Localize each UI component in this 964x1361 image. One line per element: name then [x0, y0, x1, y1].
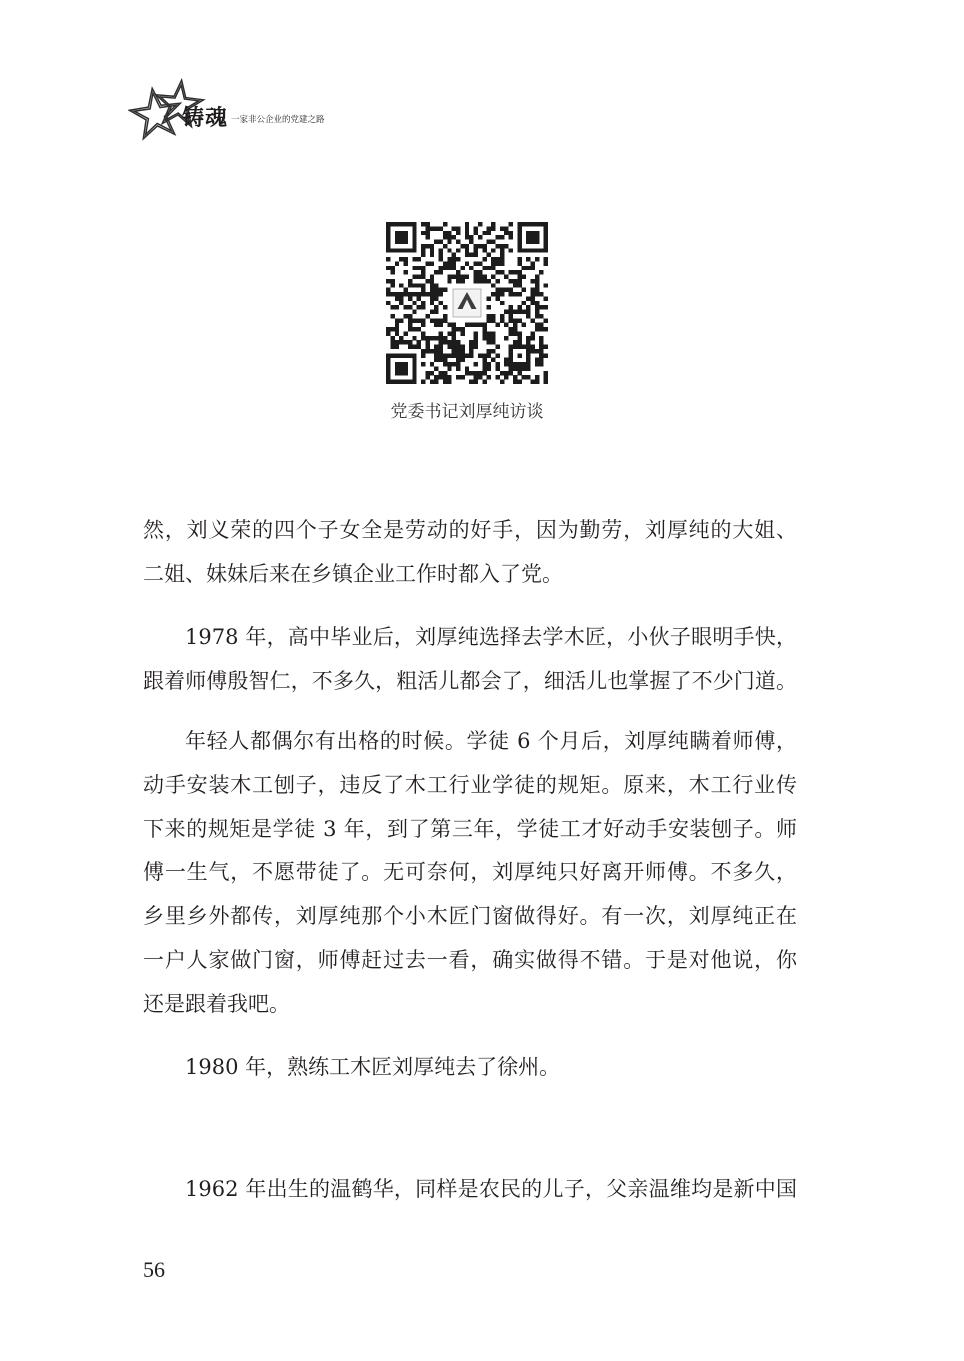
- page-number: 56: [143, 1257, 165, 1282]
- text-line: 1978 年，高中毕业后，刘厚纯选择去学木匠，小伙子眼明手快，: [185, 625, 797, 649]
- text-line: 1962 年出生的温鹤华，同样是农民的儿子，父亲温维均是新中国: [185, 1177, 797, 1201]
- paragraph: [143, 615, 797, 703]
- text-line: 二姐、妹妹后来在乡镇企业工作时都入了党。: [143, 562, 563, 586]
- text-line: 动手安装木工刨子，违反了木工行业学徒的规矩。原来，木工行业传: [143, 772, 797, 797]
- paragraph: [143, 508, 797, 596]
- text-line: 然，刘义荣的四个子女全是劳动的好手，因为勤劳，刘厚纯的大姐、: [143, 518, 797, 542]
- book-title: 铸魂: [182, 106, 229, 131]
- paragraph: [143, 1167, 797, 1211]
- text-line: 乡里乡外都传，刘厚纯那个小木匠门窗做得好。有一次，刘厚纯正在: [143, 904, 797, 929]
- text-line: 傅一生气，不愿带徒了。无可奈何，刘厚纯只好离开师傅。不多久，: [143, 860, 797, 885]
- book-subtitle: 一家非公企业的党建之路: [231, 115, 325, 125]
- text-line: 下来的规矩是学徒 3 年，到了第三年，学徒工才好动手安装刨子。师: [143, 816, 797, 841]
- paragraph: [143, 720, 797, 1027]
- qr-caption: 党委书记刘厚纯访谈: [390, 402, 544, 422]
- qr-code-icon: [386, 222, 548, 384]
- text-line: 还是跟着我吧。: [143, 991, 290, 1016]
- text-line: 跟着师傅殷智仁，不多久，粗活儿都会了，细活儿也掌握了不少门道。: [143, 669, 797, 693]
- text-line: 1980 年，熟练工木匠刘厚纯去了徐州。: [185, 1055, 561, 1079]
- text-line: 一户人家做门窗，师傅赶过去一看，确实做得不错。于是对他说，你: [143, 947, 797, 972]
- text-line: 年轻人都偶尔有出格的时候。学徒 6 个月后，刘厚纯瞒着师傅，: [185, 729, 797, 753]
- paragraph: [143, 1045, 797, 1089]
